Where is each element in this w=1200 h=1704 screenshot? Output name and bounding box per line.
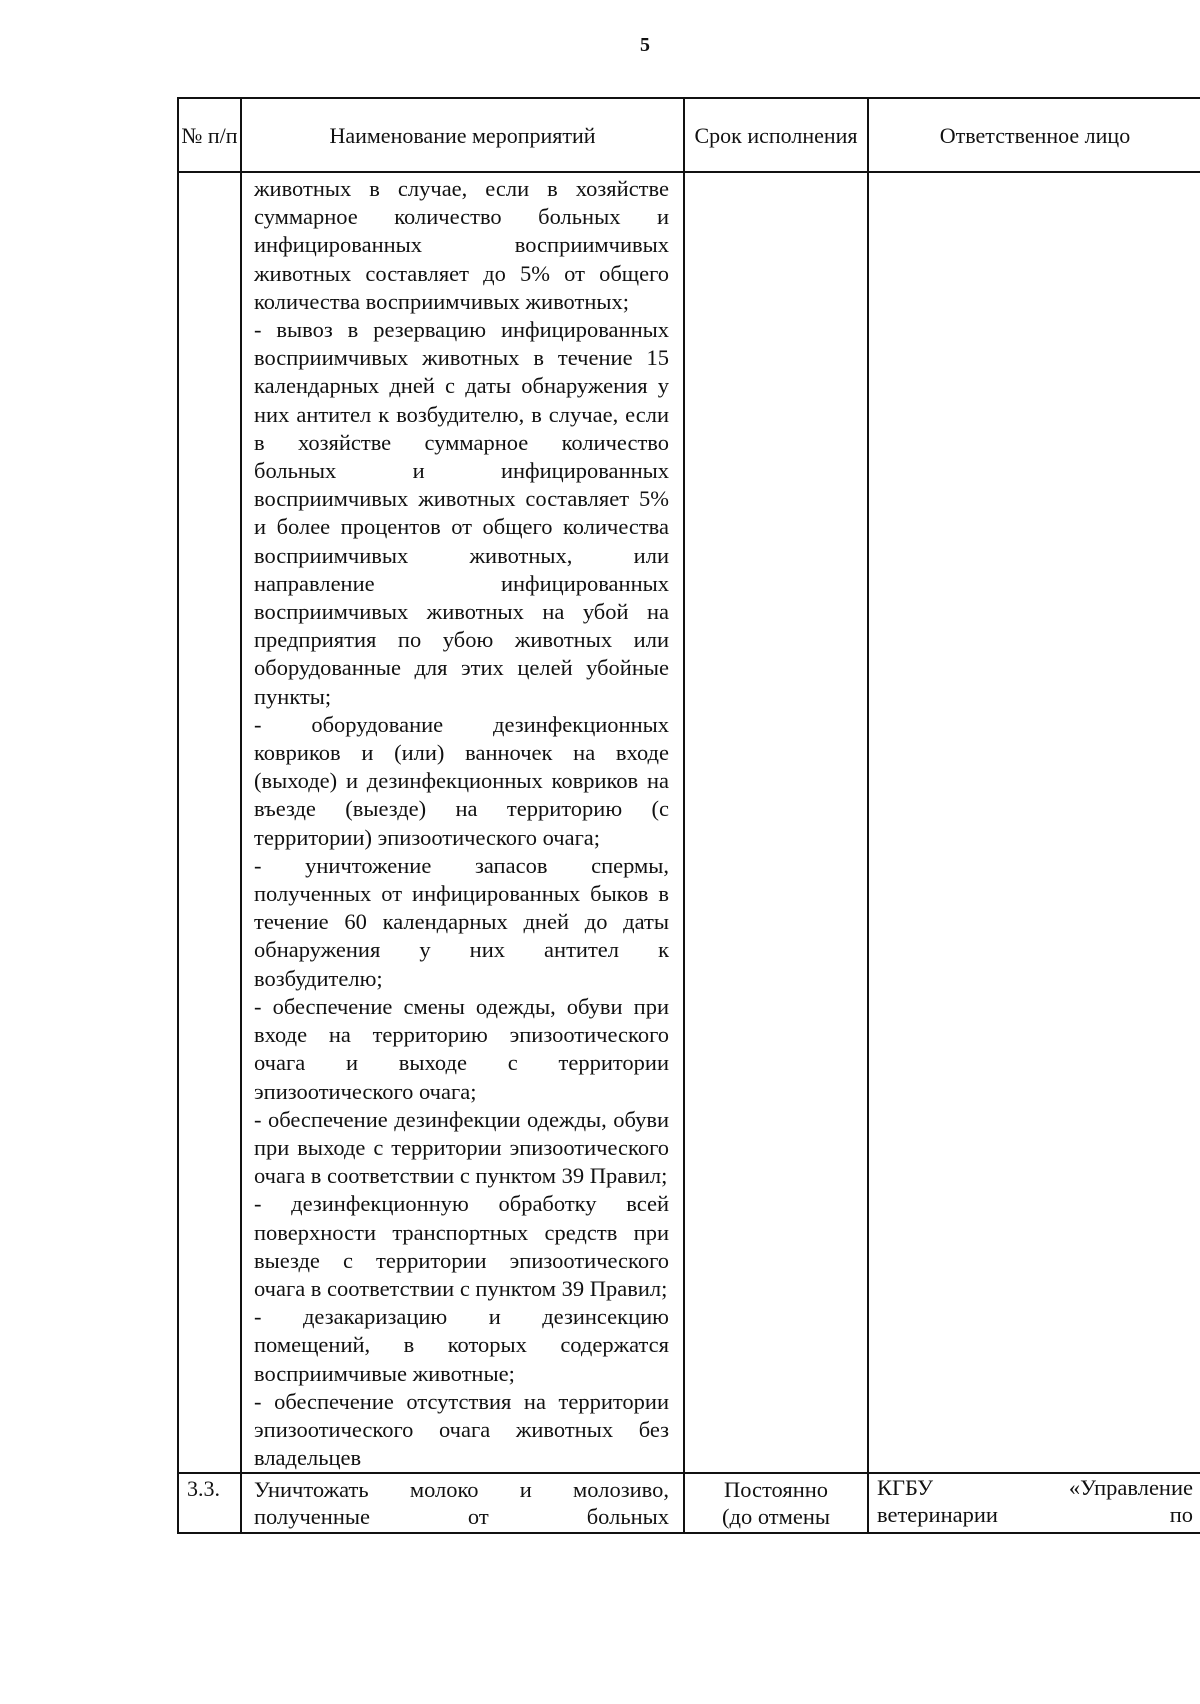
measure-paragraph: - оборудование дезинфекционных ковриков и (или) ванночек на входе (выходе) и дезинфекционных ковриков на въезде (выезде) на территорию (с территории) эпизоотического очага; — [254, 711, 669, 850]
measure-paragraph: - обеспечение смены одежды, обуви при входе на территорию эпизоотического очага и выходе с территории эпизоотического очага; — [254, 993, 669, 1104]
measure-paragraph: - вывоз в резервацию инфицированных восприимчивых животных в течение 15 календарных дней с даты обнаружения у них антител к возбудителю, в случае, если в хозяйстве суммарное количество больных и инфицированных восприимчивых животных составляет 5% и более процентов от общего количества восприимчивых животных, или направление инфицированных восприимчивых животных на убой на предприятия по убою животных или оборудованные для этих целей убойные пункты; — [254, 317, 669, 709]
measure-line-2 — [254, 1503, 669, 1530]
header-deadline: Срок исполнения — [684, 98, 868, 172]
header-responsible: Ответственное лицо — [868, 98, 1200, 172]
table-row-3-3 — [178, 1473, 1200, 1533]
cell-deadline-empty — [684, 172, 868, 1473]
measure-paragraph: - уничтожение запасов спермы, полученных от инфицированных быков в течение 60 календарных дней до даты обнаружения у них антител к возбудителю; — [254, 852, 669, 991]
measure-paragraph: - обеспечение отсутствия на территории эпизоотического очага животных без владельцев — [254, 1388, 669, 1471]
measure-line-2-text: полученные от больных — [254, 1504, 669, 1530]
table-row-continued — [178, 172, 1200, 1473]
table-header-row — [178, 98, 1200, 172]
cell-responsible-empty — [868, 172, 1200, 1473]
measure-line-1-text: Уничтожать молоко и молозиво, — [254, 1477, 669, 1503]
cell-num-empty — [178, 172, 241, 1473]
measure-paragraph: - дезакаризацию и дезинсекцию помещений, в которых содержатся восприимчивые животные; — [254, 1304, 669, 1386]
header-name: Наименование мероприятий — [241, 98, 684, 172]
measure-line-1 — [254, 1476, 669, 1503]
deadline-line-1: Постоянно — [723, 1477, 829, 1503]
cell-measure-3-3 — [241, 1473, 684, 1533]
measures-table — [177, 97, 1200, 1534]
measure-paragraph: - обеспечение дезинфекции одежды, обуви при выходе с территории эпизоотического очага в соответствии с пунктом 39 Правил; — [254, 1106, 669, 1189]
header-num: № п/п — [178, 98, 241, 172]
measure-paragraph: животных в случае, если в хозяйстве суммарное количество больных и инфицированных восприимчивых животных составляет до 5% от общего количества восприимчивых животных; — [254, 176, 669, 314]
deadline-line-2: (до отмены — [722, 1504, 830, 1530]
cell-deadline-3-3 — [684, 1473, 868, 1533]
responsible-line-1: КГБУ «Управление — [877, 1475, 1193, 1501]
cell-num-3-3: 3.3. — [178, 1473, 241, 1533]
cell-measures-continued — [241, 172, 684, 1473]
cell-responsible-3-3 — [868, 1473, 1200, 1533]
responsible-line-2: ветеринарии по — [877, 1502, 1193, 1528]
page-number: 5 — [640, 34, 650, 56]
measure-paragraph: - дезинфекционную обработку всей поверхности транспортных средств при выезде с территории эпизоотического очага в соответствии с пунктом 39 Правил; — [254, 1191, 669, 1301]
